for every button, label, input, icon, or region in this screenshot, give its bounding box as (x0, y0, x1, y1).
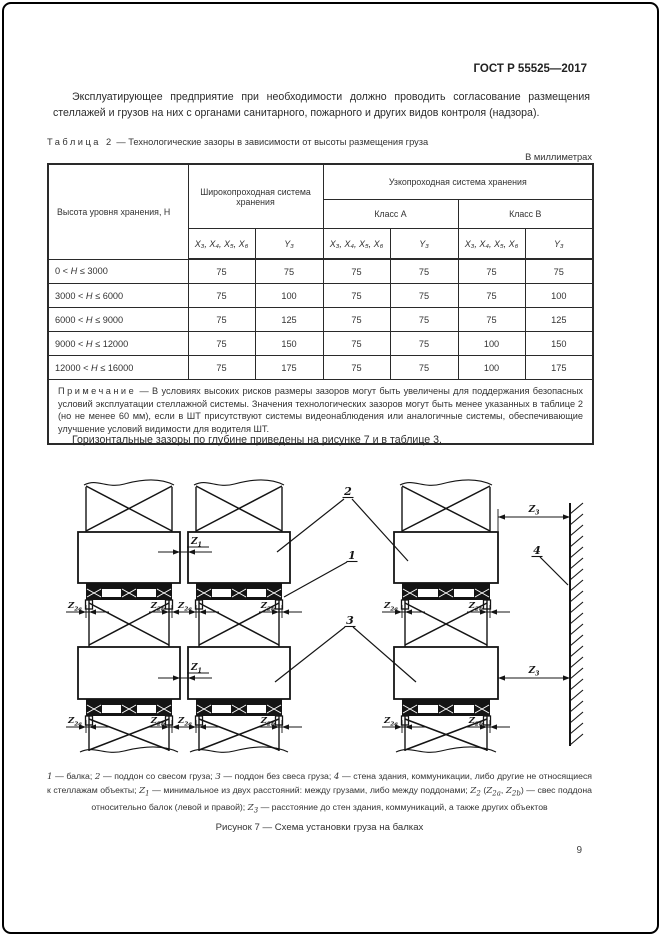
svg-text:Z2a: $Z_{2a}$ (177, 716, 192, 728)
gap-value-cell: 100 (458, 356, 525, 380)
header-class-b: Класс В (458, 200, 593, 229)
note-text: — В условиях высоких рисков размеры зазоров могут быть увеличены для поддержания безопасных условий эксплуатации стеллажной системы. Значения технологических зазоров могут быть менее указанных в таблице 2 (но не менее 60 мм), если в ШТ присутствуют системы видеонаблюдения или аналогичные системы, обеспечивающие улучшение условий видимости для водителя ШТ. (58, 386, 584, 434)
header-x-class-a: X₃, X₄, X₅, X₆ (323, 229, 390, 260)
gap-value-cell: 75 (323, 284, 390, 308)
table-row (48, 308, 593, 332)
table-row (48, 356, 593, 380)
height-range-cell: 6000 < H ≤ 9000 (48, 308, 188, 332)
svg-text:Z2b: $Z_{2b}$ (260, 601, 275, 613)
svg-text:1: 1 (348, 549, 356, 562)
header-x-class-b: X₃, X₄, X₅, X₆ (458, 229, 525, 260)
gap-value-cell: 75 (188, 332, 255, 356)
svg-text:Z2a: $Z_{2a}$ (383, 601, 398, 613)
svg-text:Z1: $Z_1$ (191, 663, 202, 675)
gap-value-cell: 75 (458, 308, 525, 332)
gap-value-cell: 75 (323, 259, 390, 284)
gap-value-cell: 75 (390, 284, 458, 308)
gap-value-cell: 75 (188, 308, 255, 332)
middle-paragraph: Горизонтальные зазоры по глубине приведены на рисунке 7 и в таблице 3. (72, 434, 442, 446)
svg-text:Z2a: $Z_{2a}$ (383, 716, 398, 728)
svg-text:Z2b: $Z_{2b}$ (468, 716, 483, 728)
svg-text:Z2b: $Z_{2b}$ (150, 601, 165, 613)
units-note: В миллиметрах (525, 152, 592, 162)
gap-value-cell: 125 (255, 308, 323, 332)
gap-value-cell: 75 (390, 259, 458, 284)
table-row (48, 284, 593, 308)
svg-text:2: 2 (344, 485, 352, 498)
intro-paragraph: Эксплуатирующее предприятие при необходимости должно проводить согласование размещения стеллажей и грузов на них с органами санитарного, пожарного и других видов контроля (надзора). (53, 91, 590, 119)
gap-value-cell: 75 (525, 259, 593, 284)
height-range-cell: 9000 < H ≤ 12000 (48, 332, 188, 356)
building-wall (570, 503, 583, 746)
gap-value-cell: 125 (525, 308, 593, 332)
table-caption-text: — Технологические зазоры в зависимости от высоты размещения груза (116, 137, 429, 147)
gap-value-cell: 175 (525, 356, 593, 380)
gap-value-cell: 75 (390, 356, 458, 380)
gap-value-cell: 75 (188, 284, 255, 308)
header-narrow-aisle: Узкопроходная система хранения (323, 164, 593, 200)
header-height-level: Высота уровня хранения, Н (48, 164, 188, 259)
height-range-cell: 0 < H ≤ 3000 (48, 259, 188, 284)
gap-value-cell: 75 (458, 259, 525, 284)
header-class-a: Класс А (323, 200, 458, 229)
gap-value-cell: 100 (255, 284, 323, 308)
header-wide-aisle: Широкопроходная система хранения (188, 164, 323, 229)
svg-text:3: 3 (346, 614, 354, 627)
gap-value-cell: 100 (458, 332, 525, 356)
page-number: 9 (576, 845, 582, 856)
svg-text:Z2a: $Z_{2a}$ (67, 601, 82, 613)
gap-value-cell: 150 (525, 332, 593, 356)
height-range-cell: 12000 < H ≤ 16000 (48, 356, 188, 380)
table-row (48, 332, 593, 356)
figure-legend: 1 — балка; 2 — поддон со свесом груза; 3 — поддон без свеса груза; 4 — стена здания, коммуникации, либо другие не относящиеся к стеллажам объекты; $Z_1$ — минимальное из двух расстояний: между грузами, либо между поддонами; $Z_2$ ($Z_{2a}$, $Z_{2b}$) — свес поддона относительно балок (левой и правой); $Z_3$ — расстояние до стен здания, коммуникаций, а также других объектов (47, 771, 593, 815)
svg-text:Z3: $Z_3$ (528, 505, 540, 517)
header-y-class-a: Y₃ (390, 229, 458, 260)
gap-value-cell: 175 (255, 356, 323, 380)
svg-text:Z2a: $Z_{2a}$ (177, 601, 192, 613)
header-y-wide: Y₃ (255, 229, 323, 260)
gap-value-cell: 75 (458, 284, 525, 308)
table-row (48, 259, 593, 284)
standard-reference: ГОСТ Р 55525—2017 (473, 63, 587, 75)
svg-text:Z1: $Z_1$ (191, 537, 202, 549)
table-2 (47, 163, 594, 445)
figure-caption: Рисунок 7 — Схема установки груза на балках (215, 822, 424, 833)
note-label: Примечание (58, 386, 137, 396)
rack-structures (78, 480, 498, 752)
svg-text:Z2b: $Z_{2b}$ (468, 601, 483, 613)
gap-value-cell: 75 (323, 356, 390, 380)
table-header-row-1 (48, 164, 593, 200)
svg-text:Z3: $Z_3$ (528, 666, 540, 678)
figure-7 (40, 472, 610, 780)
gap-value-cell: 75 (188, 356, 255, 380)
svg-text:Z2b: $Z_{2b}$ (260, 716, 275, 728)
gap-value-cell: 75 (188, 259, 255, 284)
gap-value-cell: 75 (390, 332, 458, 356)
gap-value-cell: 75 (390, 308, 458, 332)
svg-text:4: 4 (533, 544, 541, 557)
height-range-cell: 3000 < H ≤ 6000 (48, 284, 188, 308)
table-caption-label: Таблица 2 (47, 137, 114, 147)
gap-value-cell: 75 (255, 259, 323, 284)
header-y-class-b: Y₃ (525, 229, 593, 260)
gap-value-cell: 75 (323, 332, 390, 356)
svg-text:Z2b: $Z_{2b}$ (150, 716, 165, 728)
table-caption (47, 137, 428, 147)
gap-value-cell: 75 (323, 308, 390, 332)
gap-value-cell: 150 (255, 332, 323, 356)
figure-7-drawing (40, 472, 610, 780)
gap-value-cell: 100 (525, 284, 593, 308)
header-x-wide: X₃, X₄, X₅, X₆ (188, 229, 255, 260)
svg-text:Z2a: $Z_{2a}$ (67, 716, 82, 728)
